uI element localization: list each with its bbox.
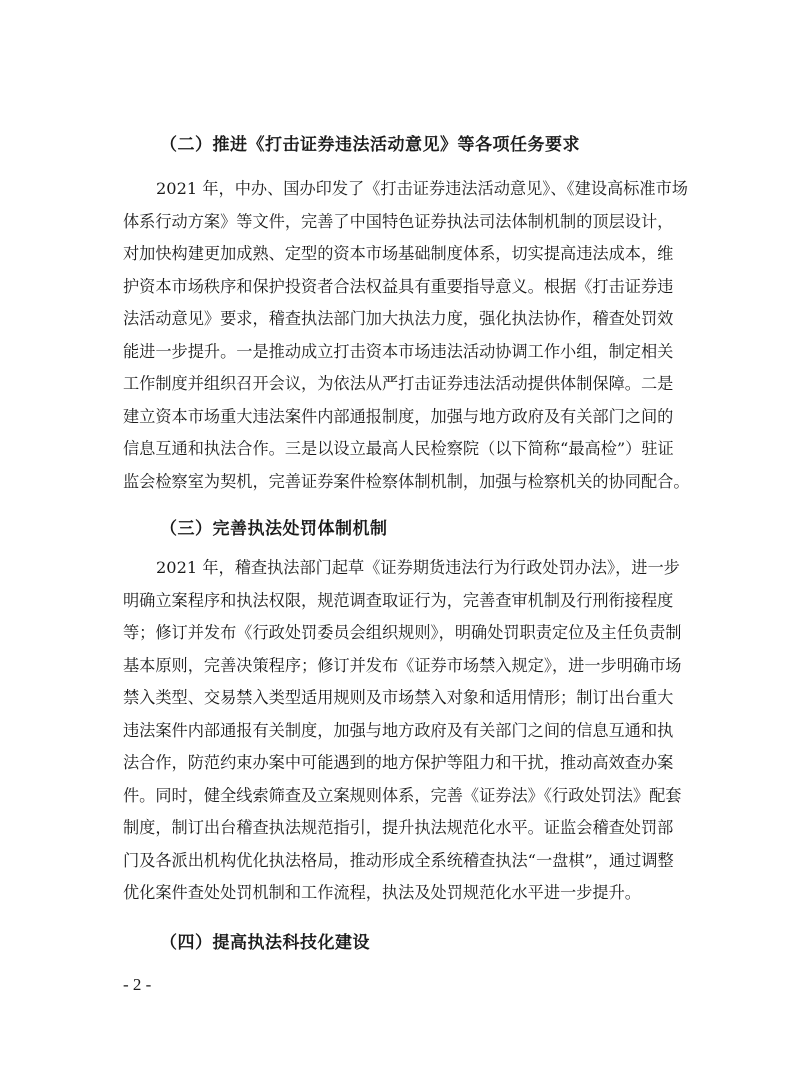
paragraph-line: 体系行动方案》等文件，完善了中国特色证券执法司法体制机制的顶层设计， xyxy=(123,211,674,231)
paragraph-line: 优化案件查处处罚机制和工作流程，执法及处罚规范化水平进一步提升。 xyxy=(123,883,641,902)
section-3-paragraph xyxy=(123,552,682,910)
paragraph-line: 工作制度并组织召开会议，为依法从严打击证券违法活动提供体制保障。二是 xyxy=(123,374,674,393)
paragraph-line: 2021 年，中办、国办印发了《打击证券违法活动意见》、《建设高标准市场 xyxy=(156,179,688,198)
section-heading-4: （四）提高执法科技化建设 xyxy=(160,933,370,953)
paragraph-line: 建立资本市场重大违法案件内部通报制度，加强与地方政府及有关部门之间的 xyxy=(123,406,674,426)
section-heading-3: （三）完善执法处罚体制机制 xyxy=(160,519,388,539)
paragraph-line: 对加快构建更加成熟、定型的资本市场基础制度体系，切实提高违法成本，维 xyxy=(123,244,674,263)
paragraph-line: 法合作，防范约束办案中可能遇到的地方保护等阻力和干扰，推动高效查办案 xyxy=(123,753,674,772)
paragraph-line: 门及各派出机构优化执法格局，推动形成全系统稽查执法“一盘棋”，通过调整 xyxy=(123,850,674,870)
paragraph-line: 基本原则，完善决策程序；修订并发布《证券市场禁入规定》，进一步明确市场 xyxy=(123,655,682,675)
section-2-paragraph xyxy=(123,173,690,498)
paragraph-line: 监会检察室为契机，完善证券案件检察体制机制，加强与检察机关的协同配合。 xyxy=(123,471,690,491)
paragraph-line: 件。同时，健全线索筛查及立案规则体系，完善《证券法》《行政处罚法》配套 xyxy=(123,785,682,805)
paragraph-line: 2021 年，稽查执法部门起草《证券期货违法行为行政处罚办法》，进一步 xyxy=(156,558,680,577)
section-heading-2: （二）推进《打击证券违法活动意见》等各项任务要求 xyxy=(160,135,580,155)
paragraph-line: 违法案件内部通报有关制度，加强与地方政府及有关部门之间的信息互通和执 xyxy=(123,720,674,740)
paragraph-line: 等；修订并发布《行政处罚委员会组织规则》，明确处罚职责定位及主任负责制 xyxy=(123,623,682,642)
paragraph-line: 能进一步提升。一是推动成立打击资本市场违法活动协调工作小组，制定相关 xyxy=(123,341,674,361)
page-number: - 2 - xyxy=(123,975,152,994)
paragraph-line: 法活动意见》要求，稽查执法部门加大执法力度，强化执法协作，稽查处罚效 xyxy=(123,309,674,328)
paragraph-line: 制度，制订出台稽查执法规范指引，提升执法规范化水平。证监会稽查处罚部 xyxy=(123,818,674,837)
paragraph-line: 护资本市场秩序和保护投资者合法权益具有重要指导意义。根据《打击证券违 xyxy=(123,276,674,296)
paragraph-line: 禁入类型、交易禁入类型适用规则及市场禁入对象和适用情形；制订出台重大 xyxy=(123,688,674,707)
paragraph-line: 明确立案程序和执法权限，规范调查取证行为，完善查审机制及行刑衔接程度 xyxy=(123,590,674,610)
paragraph-line: 信息互通和执法合作。三是以设立最高人民检察院（以下简称“最高检”）驻证 xyxy=(123,439,674,458)
